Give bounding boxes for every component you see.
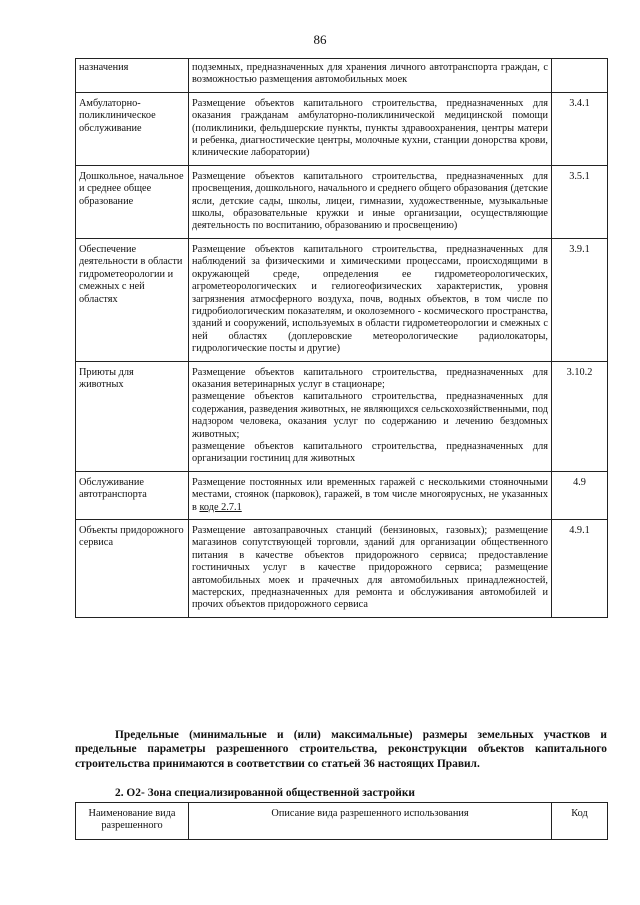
header-name-cell: Наименование вида разрешенного bbox=[76, 803, 189, 840]
use-name-cell: Дошкольное, начальное и среднее общее образование bbox=[76, 165, 189, 238]
table-row bbox=[76, 520, 608, 618]
table-row bbox=[76, 59, 608, 93]
use-name-cell: Обслуживание автотранспорта bbox=[76, 471, 189, 519]
use-code-cell: 3.10.2 bbox=[552, 361, 608, 471]
use-description-cell: Размещение постоянных или временных гаражей с несколькими стояночными местами, стоянок (парковок), гаражей, в том числе многоярусных, не указанных в коде 2.7.1 bbox=[189, 471, 552, 519]
use-description-cell: Размещение объектов капитального строительства, предназначенных для просвещения, дошкольного, начального и среднего общего образования (детские ясли, детские сады, школы, лицеи, гимназии, художественные, музыкальные школы, образовательные кружки и иные организации, осуществляющие деятельность по воспитанию, образованию и просвещению) bbox=[189, 165, 552, 238]
table-row bbox=[76, 361, 608, 471]
use-name-cell: Объекты придорожного сервиса bbox=[76, 520, 189, 618]
zone-table-header bbox=[75, 802, 608, 840]
use-code-cell: 3.5.1 bbox=[552, 165, 608, 238]
use-name-cell: назначения bbox=[76, 59, 189, 93]
use-description-cell: подземных, предназначенных для хранения личного автотранспорта граждан, с возможностью размещения автомобильных моек bbox=[189, 59, 552, 93]
table-row bbox=[76, 238, 608, 361]
code-reference-link[interactable]: коде 2.7.1 bbox=[199, 501, 242, 513]
header-row bbox=[76, 803, 608, 840]
permitted-use-table bbox=[75, 58, 608, 618]
zone-heading: 2. О2- Зона специализированной общественной застройки bbox=[115, 787, 415, 799]
use-code-cell bbox=[552, 59, 608, 93]
header-description-cell: Описание вида разрешенного использования bbox=[189, 803, 552, 840]
use-code-cell: 4.9 bbox=[552, 471, 608, 519]
table-row bbox=[76, 471, 608, 519]
use-description-cell: Размещение объектов капитального строительства, предназначенных для наблюдений за физическими и химическими процессами, происходящими в окружающей среде, определения ее гидрометеорологических, агрометеорологических и гелиогеофизических характеристик, уровня загрязнения атмосферного воздуха, почв, водных объектов, в том числе по гидробиологическим показателям, и околоземного - космического пространства, зданий и сооружений, используемых в области гидрометеорологии и смежных с ней областях (доплеровские метеорологические радиолокаторы, гидрологические посты и другие) bbox=[189, 238, 552, 361]
use-name-cell: Амбулаторно-поликлиническое обслуживание bbox=[76, 92, 189, 165]
use-code-cell: 4.9.1 bbox=[552, 520, 608, 618]
table-row bbox=[76, 165, 608, 238]
use-description-cell: Размещение объектов капитального строительства, предназначенных для оказания гражданам амбулаторно-поликлинической медицинской помощи (поликлиники, фельдшерские пункты, пункты здравоохранения, центры матери и ребенка, диагностические центры, молочные кухни, станции донорства крови, клинические лаборатории) bbox=[189, 92, 552, 165]
page-number: 86 bbox=[313, 32, 327, 47]
use-name-cell: Приюты для животных bbox=[76, 361, 189, 471]
use-name-cell: Обеспечение деятельности в области гидрометеорологии и смежных с ней областях bbox=[76, 238, 189, 361]
limits-paragraph: Предельные (минимальные и (или) максимальные) размеры земельных участков и предельные параметры разрешенного строительства, реконструкции объектов капитального строительства принимаются в соответствии со статьей 36 настоящих Правил. bbox=[75, 729, 607, 770]
table-row bbox=[76, 92, 608, 165]
use-description-cell: Размещение объектов капитального строительства, предназначенных для оказания ветеринарных услуг в стационаре; размещение объектов капитального строительства, предназначенных для содержания, разведения животных, не являющихся сельскохозяйственными, под надзором человека, оказания услуг по содержанию и лечению бездомных животных; размещение объектов капитального строительства, предназначенных для организации гостиниц для животных bbox=[189, 361, 552, 471]
use-code-cell: 3.9.1 bbox=[552, 238, 608, 361]
header-code-cell: Код bbox=[552, 803, 608, 840]
use-code-cell: 3.4.1 bbox=[552, 92, 608, 165]
use-description-cell: Размещение автозаправочных станций (бензиновых, газовых); размещение магазинов сопутствующей торговли, зданий для организации общественного питания в качестве объектов придорожного сервиса; предоставление гостиничных услуг в качестве придорожного сервиса; размещение автомобильных моек и прачечных для автомобильных принадлежностей, мастерских, предназначенных для ремонта и обслуживания автомобилей и прочих объектов придорожного сервиса bbox=[189, 520, 552, 618]
